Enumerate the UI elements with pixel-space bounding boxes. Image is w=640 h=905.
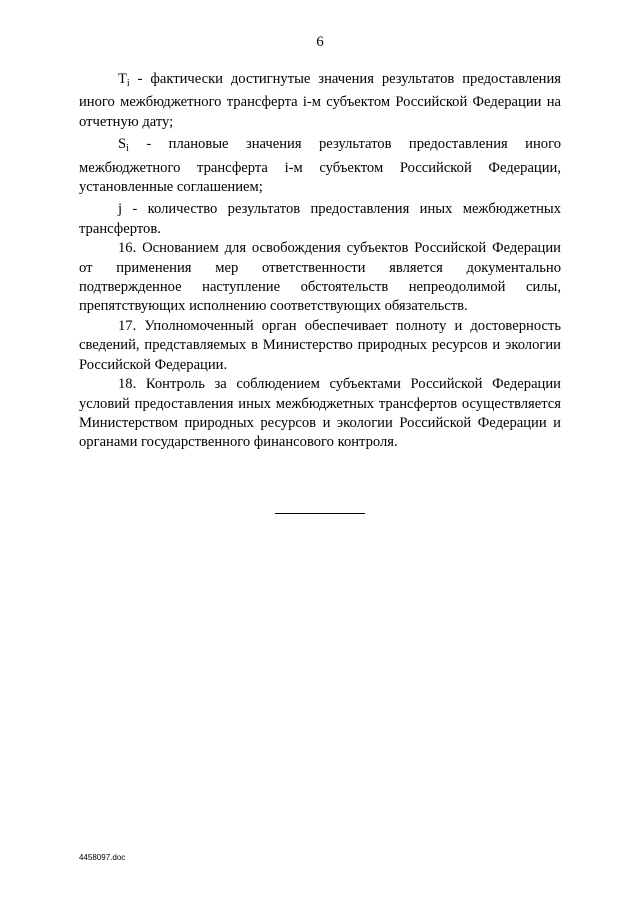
document-body	[79, 70, 561, 453]
subscript-i: i	[126, 143, 129, 155]
definition-ti	[79, 70, 561, 132]
subscript-i: i	[126, 78, 130, 89]
symbol-s: S	[118, 136, 127, 153]
definition-j: j - количество результатов предоставления иных межбюджетных трансфертов.	[79, 201, 561, 237]
page-number: 6	[316, 34, 324, 50]
definition-si	[79, 135, 561, 197]
footer-file-name: 4458097.doc	[79, 853, 126, 862]
end-divider-line	[275, 513, 365, 514]
clause-16: 16. Основанием для освобождения субъектов Российской Федерации от применения мер ответственности является документально подтвержденное наступление обстоятельств непреодолимой силы, препятствующих исполнению соответствующих обязательств.	[79, 240, 561, 315]
clause-18: 18. Контроль за соблюдением субъектами Российской Федерации условий предоставления иных межбюджетных трансфертов осуществляется Министерством природных ресурсов и экологии Российской Федерации и органами государственного финансового контроля.	[79, 376, 561, 451]
definition-si-text: - плановые значения результатов предоставления иного межбюджетного трансферта i-м субъектом Российской Федерации, установленные соглашением;	[79, 136, 561, 196]
definition-ti-text: - фактически достигнутые значения результатов предоставления иного межбюджетного трансферта i-м субъектом Российской Федерации на отчетную дату;	[79, 71, 561, 130]
clause-17: 17. Уполномоченный орган обеспечивает полноту и достоверность сведений, представляемых в Министерство природных ресурсов и экологии Российской Федерации.	[79, 317, 561, 373]
symbol-t: T	[118, 71, 127, 87]
